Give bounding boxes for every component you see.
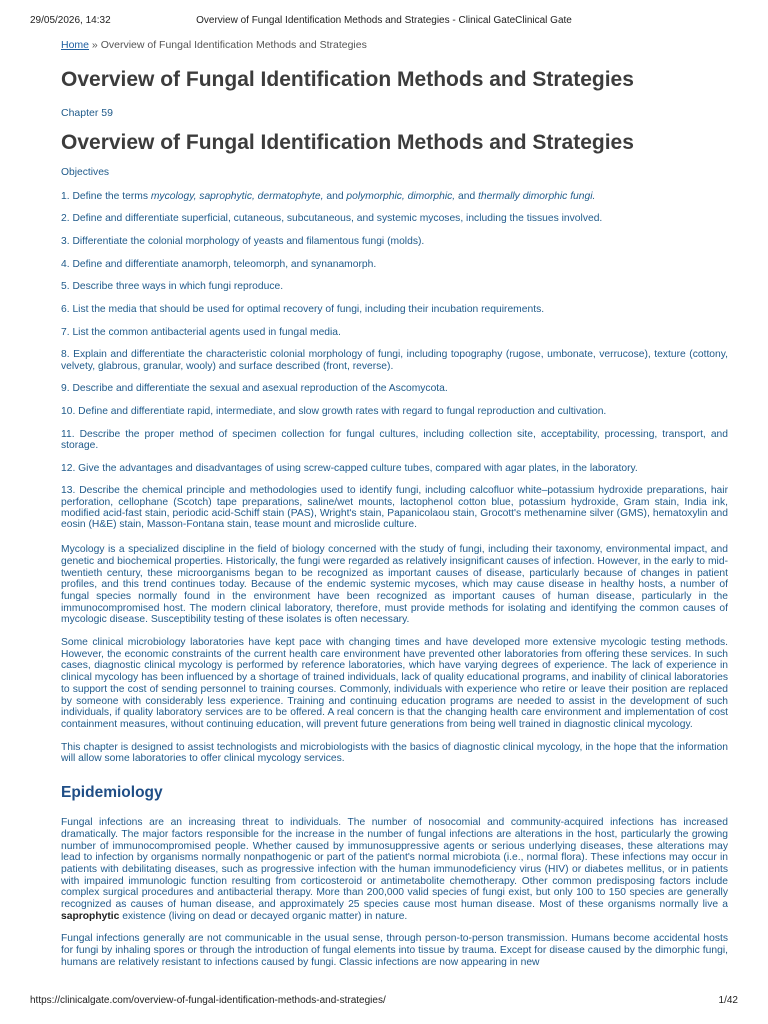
objective-item: 3. Differentiate the colonial morphology of yeasts and filamentous fungi (molds).: [61, 235, 425, 247]
print-document-title: Overview of Fungal Identification Methods and Strategies - Clinical GateClinical Gate: [196, 15, 572, 26]
page-number: 1/42: [718, 995, 738, 1006]
objective-item: 7. List the common antibacterial agents used in fungal media.: [61, 326, 341, 338]
chapter-label: Chapter 59: [61, 107, 113, 119]
section-heading-epidemiology: Epidemiology: [61, 784, 163, 802]
breadcrumb-home-link[interactable]: Home: [61, 39, 90, 51]
objective-item: 1. Define the terms mycology, saprophytic, dermatophyte, and polymorphic, dimorphic, and thermally dimorphic fungi.: [61, 190, 596, 202]
objective-item: 10. Define and differentiate rapid, intermediate, and slow growth rates with regard to fungal reproduction and cultivation.: [61, 406, 607, 418]
article-title: Overview of Fungal Identification Methods and Strategies: [61, 131, 634, 154]
epidemiology-paragraph: Fungal infections generally are not communicable in the usual sense, through person-to-person transmission. Humans become accidental hosts for fungi by inhaling spores or through the introduction of fungal elements into tissue by trauma. Except for disease caused by the dimorphic fungi, humans are relatively resistant to infections caused by fungi. Classic infections are now appearing in new: [61, 933, 728, 968]
objective-item: 2. Define and differentiate superficial, cutaneous, subcutaneous, and systemic mycoses, including the tissues involved.: [61, 213, 603, 225]
objective-item: 12. Give the advantages and disadvantages of using screw-capped culture tubes, compared with agar plates, in the laboratory.: [61, 462, 638, 474]
intro-paragraph: Mycology is a specialized discipline in the field of biology concerned with the study of fungi, including their taxonomy, environmental impact, and genetic and biochemical properties. Historically, the fungi were regarded as relatively insignificant causes of infection. However, in the early to mid-twentieth century, these microorganisms began to be recognized as important causes of disease, particularly because of changes in patient profiles, and this trend continues today. Because of the endemic systemic mycoses, which may cause disease in healthy hosts, a number of fungal species normally found in the environment have been recognized as important causes of human disease, particularly in the immunocompromised host. The modern clinical laboratory, therefore, must provide methods for isolating and identifying the common causes of mycologic disease. Susceptibility testing of these isolates is often necessary.: [61, 544, 728, 626]
print-url: https://clinicalgate.com/overview-of-fungal-identification-methods-and-strategies/: [30, 995, 386, 1006]
objectives-label: Objectives: [61, 167, 110, 178]
breadcrumb-separator: »: [89, 39, 101, 51]
term-saprophytic: saprophytic: [61, 910, 120, 922]
breadcrumb: [61, 38, 728, 52]
print-datetime: 29/05/2026, 14:32: [30, 15, 111, 26]
intro-paragraph: This chapter is designed to assist technologists and microbiologists with the basics of diagnostic clinical mycology, in the hope that the information will allow some laboratories to offer clinical mycology services.: [61, 741, 728, 765]
print-footer: [30, 995, 738, 1006]
objective-item: 9. Describe and differentiate the sexual and asexual reproduction of the Ascomycota.: [61, 383, 448, 395]
objective-item: 8. Explain and differentiate the characteristic colonial morphology of fungi, including topography (rugose, umbonate, verrucose), texture (cottony, velvety, glabrous, granular, wooly) and surface described (front, reverse).: [61, 349, 728, 372]
epidemiology-paragraph: Fungal infections are an increasing threat to individuals. The number of nosocomial and community-acquired infections has increased dramatically. The major factors responsible for the increase in the number of fungal infections are alterations in the host, particularly the growing number of immunocompromised people. Whether caused by immunosuppressive agents or serious underlying diseases, these alterations may lead to infection by organisms normally nonpathogenic or part of the patient's normal microbiota (i.e., normal flora). These infections may occur in patients with debilitating diseases, such as progressive infection with the human immunodeficiency virus (HIV) or diabetes mellitus, or in patients with impaired immunologic function resulting from corticosteroid or antimetabolite chemotherapy. Other common predisposing factors include complex surgical procedures and antibacterial therapy. More than 200,000 valid species of fungi exist, but only 100 to 150 species are generally recognized as causes of human disease, and approximately 25 species cause most human disease. Most of these organisms normally live a saprophytic existence (living on dead or decayed organic matter) in nature.: [61, 817, 728, 922]
page-title: Overview of Fungal Identification Methods and Strategies: [61, 68, 634, 91]
objective-item: 5. Describe three ways in which fungi reproduce.: [61, 281, 284, 293]
breadcrumb-current: Overview of Fungal Identification Methods and Strategies: [100, 39, 367, 51]
objective-item: 6. List the media that should be used for optimal recovery of fungi, including their incubation requirements.: [61, 304, 545, 316]
article-content: [61, 38, 728, 969]
print-header: [30, 15, 738, 26]
intro-paragraph: Some clinical microbiology laboratories have kept pace with changing times and have developed more extensive mycologic testing methods. However, the economic constraints of the current health care environment have prevented other laboratories from offering these services. In such cases, diagnostic clinical mycology is performed by reference laboratories, which have varying degrees of experience. The lack of experience in clinical mycology has been influenced by a shortage of trained individuals, lack of quality educational programs, and inability of clinical laboratories to support the cost of sending personnel to training courses. Commonly, individuals with experience who retire or leave their position are replaced by someone with considerably less experience. Training and continuing education programs are needed to assist in the development of such individuals, if quality laboratory services are to be offered. A real concern is that the changing health care environment and implementation of cost containment measures, without continuing education, will prevent future generations from being well trained in diagnostic clinical mycology.: [61, 637, 728, 730]
objective-item: 13. Describe the chemical principle and methodologies used to identify fungi, including calcofluor white–potassium hydroxide preparations, hair perforation, cellophane (Scotch) tape preparations, saline/wet mounts, lactophenol cotton blue, potassium hydroxide, Gram stain, India ink, modified acid-fast stain, periodic acid-Schiff stain (PAS), Wright's stain, Papanicolaou stain, Grocott's methenamine silver (GMS), hematoxylin and eosin (H&E) stain, Masson-Fontana stain, tease mount and microslide culture.: [61, 485, 728, 530]
objectives-list: [61, 191, 728, 531]
objective-item: 11. Describe the proper method of specimen collection for fungal cultures, including collection site, acceptability, processing, transport, and storage.: [61, 428, 728, 451]
objective-item: 4. Define and differentiate anamorph, teleomorph, and synanamorph.: [61, 258, 377, 270]
